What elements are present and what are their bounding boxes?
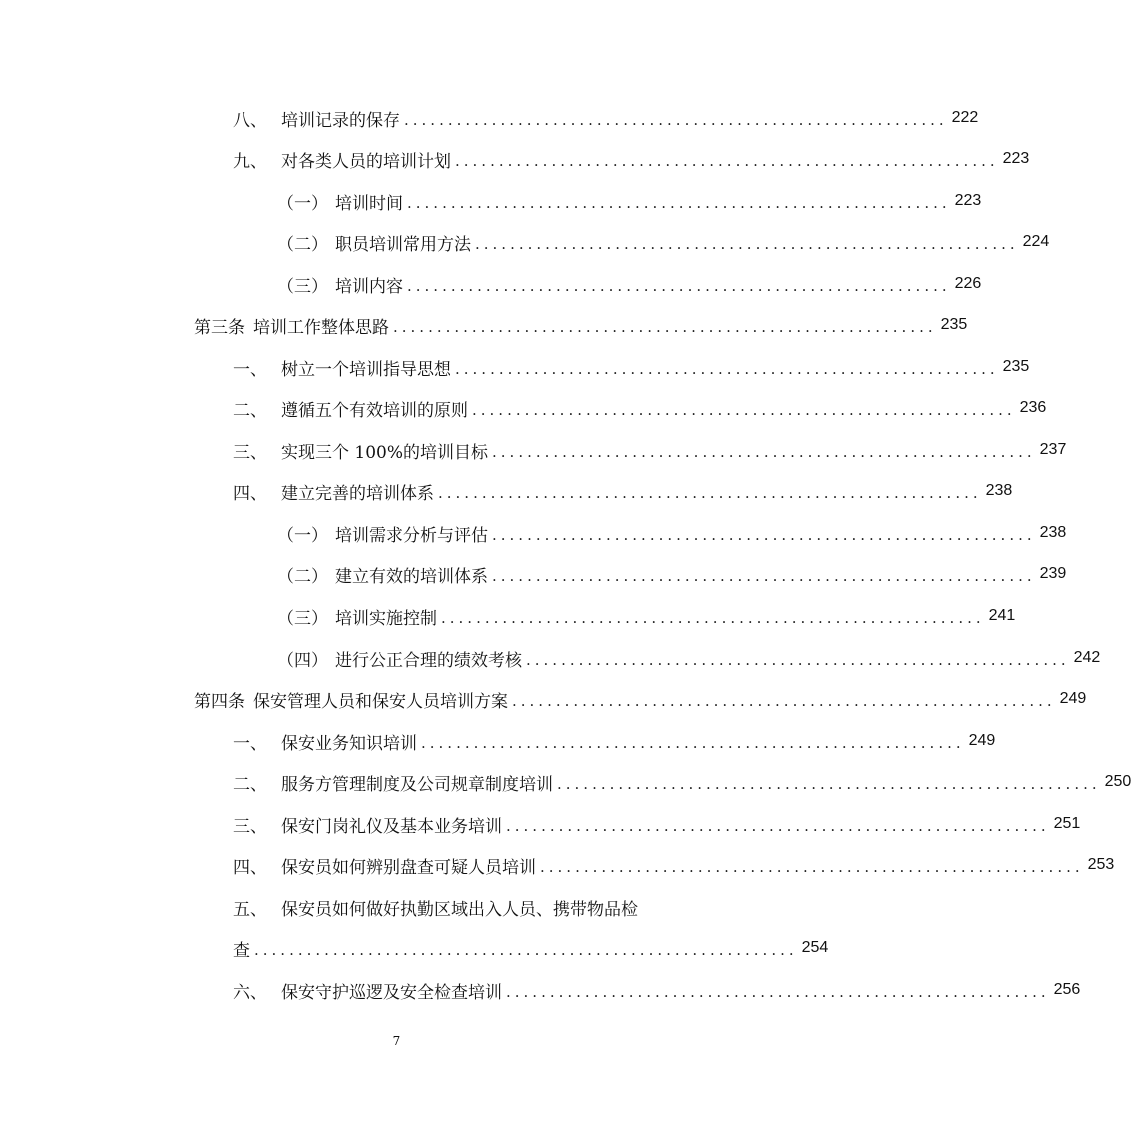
toc-entry-number: 第四条 — [194, 691, 245, 712]
toc-entry-number: 四、 — [233, 483, 267, 504]
toc-entry[interactable] — [277, 227, 1050, 257]
toc-entry-page: 250 — [1104, 773, 1131, 790]
toc-entry-title: 进行公正合理的绩效考核 — [335, 650, 522, 671]
dot-leader: .............................................................. — [407, 277, 951, 295]
toc-entry-number: 一、 — [233, 733, 267, 754]
toc-entry-number: （二） — [277, 234, 328, 255]
toc-entry[interactable] — [277, 269, 982, 299]
dot-leader: .............................................................. — [393, 318, 937, 336]
toc-entry[interactable] — [233, 975, 1081, 1005]
toc-entry-number: 九、 — [233, 151, 267, 172]
toc-entry-page: 223 — [954, 192, 982, 209]
toc-entry[interactable] — [277, 643, 1101, 673]
toc-entry-page: 256 — [1053, 981, 1081, 998]
toc-entry-number: 二、 — [233, 774, 267, 795]
dot-leader: .............................................................. — [526, 651, 1070, 669]
toc-entry-page: 242 — [1073, 649, 1101, 666]
toc-entry-title: 查 — [233, 940, 250, 961]
page-number: 7 — [392, 1034, 401, 1048]
toc-entry-number: 五、 — [233, 899, 267, 920]
toc-entry-number: （三） — [277, 276, 328, 297]
dot-leader: .............................................................. — [438, 484, 982, 502]
toc-entry-number: 三、 — [233, 442, 267, 463]
toc-entry-title: 树立一个培训指导思想 — [281, 359, 451, 380]
toc-entry-page: 239 — [1039, 565, 1067, 582]
dot-leader: .............................................................. — [506, 817, 1050, 835]
toc-entry-page: 226 — [954, 275, 982, 292]
dot-leader: .............................................................. — [512, 692, 1056, 710]
dot-leader: .............................................................. — [475, 235, 1019, 253]
toc-entry-page: 222 — [951, 109, 979, 126]
dot-leader: .............................................................. — [455, 360, 999, 378]
toc-entry-page: 235 — [940, 316, 968, 333]
dot-leader: .............................................................. — [492, 526, 1036, 544]
toc-entry-title: 培训工作整体思路 — [253, 317, 389, 338]
toc-entry-continuation[interactable] — [233, 933, 829, 963]
toc-entry-page: 249 — [968, 732, 996, 749]
toc-entry-title: 保安业务知识培训 — [281, 733, 417, 754]
toc-entry[interactable] — [233, 393, 1047, 423]
toc-entry-title: 实现三个 100%的培训目标 — [281, 442, 489, 463]
toc-entry-title: 遵循五个有效培训的原则 — [281, 400, 468, 421]
toc-entry-page: 253 — [1087, 856, 1115, 873]
dot-leader: .............................................................. — [441, 609, 985, 627]
toc-entry-number: （一） — [277, 525, 328, 546]
toc-entry-page: 241 — [988, 607, 1016, 624]
toc-entry-number: 二、 — [233, 400, 267, 421]
toc-entry[interactable] — [233, 767, 1131, 797]
toc-entry-page: 249 — [1059, 690, 1087, 707]
toc-entry-title: 建立有效的培训体系 — [335, 566, 488, 587]
toc-entry-page: 251 — [1053, 815, 1081, 832]
toc-entry-number: （一） — [277, 193, 328, 214]
toc-entry-page: 224 — [1022, 233, 1050, 250]
toc-entry-page: 223 — [1002, 150, 1030, 167]
toc-entry-title: 培训需求分析与评估 — [335, 525, 488, 546]
toc-entry-title: 建立完善的培训体系 — [281, 483, 434, 504]
toc-entry-title: 服务方管理制度及公司规章制度培训 — [281, 774, 553, 795]
toc-entry[interactable] — [194, 310, 968, 340]
toc-entry-title: 对各类人员的培训计划 — [281, 151, 451, 172]
toc-entry-page: 254 — [801, 939, 829, 956]
toc-entry-title: 保安门岗礼仪及基本业务培训 — [281, 816, 502, 837]
dot-leader: .............................................................. — [407, 194, 951, 212]
toc-entry-number: （三） — [277, 608, 328, 629]
dot-leader: .............................................................. — [492, 443, 1036, 461]
toc-entry-title: 保安员如何辨别盘查可疑人员培训 — [281, 857, 536, 878]
toc-entry-title: 保安管理人员和保安人员培训方案 — [253, 691, 508, 712]
toc-entry-page: 237 — [1039, 441, 1067, 458]
toc-entry-title: 培训记录的保存 — [281, 110, 400, 131]
toc-entry[interactable] — [277, 559, 1067, 589]
toc-entry[interactable] — [233, 850, 1115, 880]
toc-entry[interactable] — [233, 809, 1081, 839]
toc-entry-wrapped[interactable] — [233, 892, 673, 922]
dot-leader: .............................................................. — [254, 941, 798, 959]
toc-entry-number: 一、 — [233, 359, 267, 380]
dot-leader: .............................................................. — [472, 401, 1016, 419]
toc-entry-title: 培训实施控制 — [335, 608, 437, 629]
toc-entry[interactable] — [277, 601, 1016, 631]
toc-entry-title: 职员培训常用方法 — [335, 234, 471, 255]
toc-entry[interactable] — [233, 144, 1030, 174]
toc-entry-number: （四） — [277, 650, 328, 671]
toc-entry[interactable] — [233, 726, 996, 756]
toc-entry-page: 235 — [1002, 358, 1030, 375]
toc-entry-title: 保安员如何做好执勤区域出入人员、携带物品检 — [281, 899, 638, 920]
toc-entry[interactable] — [277, 518, 1067, 548]
toc-entry-number: 三、 — [233, 816, 267, 837]
dot-leader: .............................................................. — [455, 152, 999, 170]
dot-leader: .............................................................. — [404, 111, 948, 129]
toc-entry[interactable] — [233, 435, 1067, 465]
dot-leader: .............................................................. — [540, 858, 1084, 876]
toc-entry[interactable] — [233, 103, 979, 133]
dot-leader: .............................................................. — [492, 567, 1036, 585]
dot-leader: .............................................................. — [421, 734, 965, 752]
dot-leader: .............................................................. — [557, 775, 1101, 793]
toc-entry-page: 238 — [1039, 524, 1067, 541]
toc-entry-number: 六、 — [233, 982, 267, 1003]
toc-entry-title: 培训内容 — [335, 276, 403, 297]
toc-entry-number: 八、 — [233, 110, 267, 131]
toc-entry-title: 培训时间 — [335, 193, 403, 214]
toc-entry-page: 238 — [985, 482, 1013, 499]
dot-leader: .............................................................. — [506, 983, 1050, 1001]
toc-entry[interactable] — [194, 684, 1087, 714]
toc-entry[interactable] — [233, 352, 1030, 382]
toc-entry[interactable] — [233, 476, 1013, 506]
toc-entry-title: 保安守护巡逻及安全检查培训 — [281, 982, 502, 1003]
toc-entry-number: 第三条 — [194, 317, 245, 338]
toc-entry[interactable] — [277, 186, 982, 216]
toc-entry-number: （二） — [277, 566, 328, 587]
toc-entry-number: 四、 — [233, 857, 267, 878]
toc-entry-page: 236 — [1019, 399, 1047, 416]
